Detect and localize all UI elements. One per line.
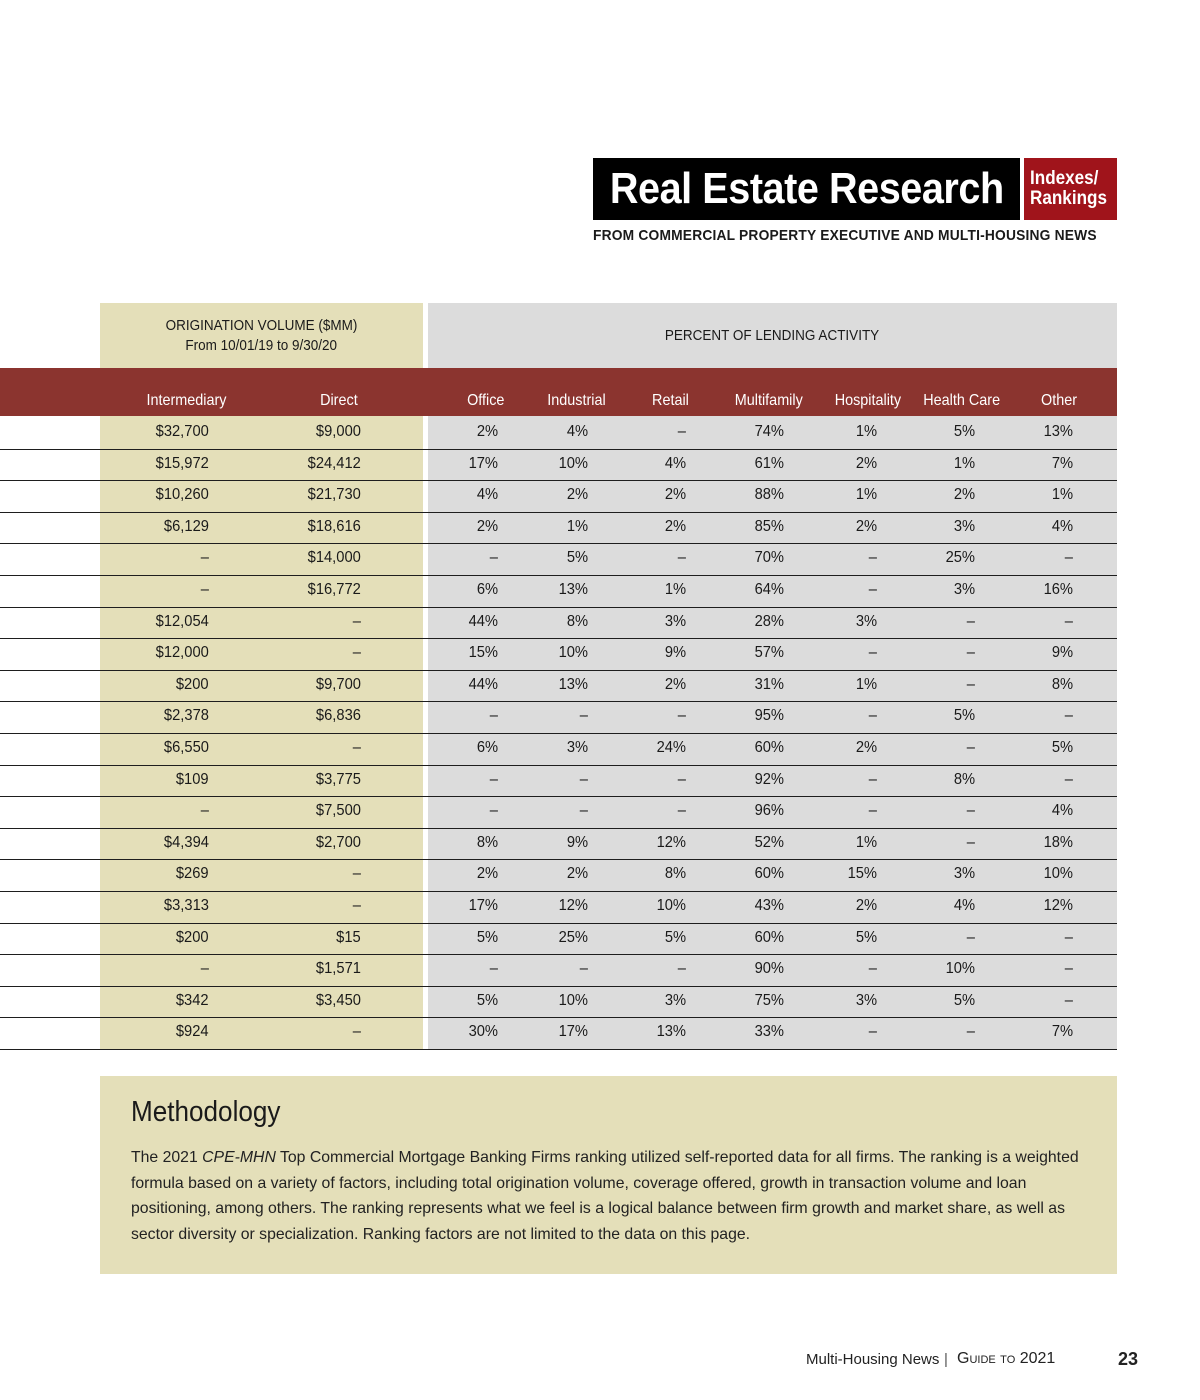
cell-health-care: 5% (953, 423, 975, 440)
cell-direct: – (352, 865, 361, 883)
cell-direct: $6,836 (315, 707, 361, 725)
cell-health-care: 1% (953, 454, 975, 472)
cell-office: 6% (476, 738, 498, 756)
cell-hospitality: – (868, 580, 877, 598)
masthead (593, 158, 1117, 220)
cell-retail: 3% (664, 612, 686, 630)
cell-office: 44% (468, 612, 498, 630)
methodology-box (100, 1076, 1117, 1274)
cell-office: 5% (476, 991, 498, 1009)
cell-direct: $7,500 (315, 802, 361, 820)
cell-other: 13% (1043, 423, 1073, 440)
cell-hospitality: – (868, 770, 877, 788)
column-header-row (0, 368, 1117, 416)
cell-industrial: 10% (558, 991, 588, 1009)
cell-multifamily: 74% (754, 423, 784, 440)
table-row (0, 924, 1117, 956)
cell-industrial: 10% (558, 644, 588, 662)
cell-intermediary: $3,313 (163, 896, 209, 914)
cell-office: 6% (476, 580, 498, 598)
cell-hospitality: 2% (855, 738, 877, 756)
cell-office: 17% (468, 896, 498, 914)
cell-multifamily: 52% (754, 833, 784, 851)
cell-direct: – (352, 1023, 361, 1041)
cell-industrial: 4% (566, 423, 588, 440)
cell-direct: $9,000 (315, 423, 361, 440)
cell-multifamily: 92% (754, 770, 784, 788)
cell-other: 16% (1043, 580, 1073, 598)
table-row (0, 987, 1117, 1019)
cell-retail: 8% (664, 865, 686, 883)
masthead-title: Real Estate Research (593, 158, 1020, 220)
cell-multifamily: 85% (754, 517, 784, 535)
table-row (0, 734, 1117, 766)
cell-health-care: – (966, 675, 975, 693)
cell-office: 8% (476, 833, 498, 851)
cell-retail: 5% (664, 928, 686, 946)
cell-retail: – (677, 549, 686, 567)
cell-multifamily: 31% (754, 675, 784, 693)
cell-other: 12% (1043, 896, 1073, 914)
cell-retail: 4% (664, 454, 686, 472)
cell-hospitality: – (868, 960, 877, 978)
cell-multifamily: 43% (754, 896, 784, 914)
cell-other: 7% (1051, 1023, 1073, 1041)
cell-multifamily: 64% (754, 580, 784, 598)
percent-lending-header: PERCENT OF LENDING ACTIVITY (428, 303, 1117, 368)
cell-office: – (489, 707, 498, 725)
cell-other: – (1064, 612, 1073, 630)
cell-office: – (489, 549, 498, 567)
cell-direct: $15 (336, 928, 361, 946)
table-row (0, 418, 1117, 450)
cell-retail: 2% (664, 486, 686, 504)
cell-hospitality: 3% (855, 612, 877, 630)
cell-health-care: 3% (953, 517, 975, 535)
cell-direct: $21,730 (307, 486, 361, 504)
cell-retail: – (677, 960, 686, 978)
col-other: Other (1041, 392, 1078, 409)
cell-intermediary: $4,394 (163, 833, 209, 851)
cell-hospitality: 2% (855, 896, 877, 914)
cell-intermediary: – (200, 580, 209, 598)
cell-industrial: – (579, 802, 588, 820)
cell-other: – (1064, 928, 1073, 946)
col-multifamily: Multifamily (734, 392, 803, 409)
cell-other: – (1064, 549, 1073, 567)
table-row (0, 702, 1117, 734)
cell-retail: 10% (656, 896, 686, 914)
table-row (0, 544, 1117, 576)
cell-other: 4% (1051, 517, 1073, 535)
cell-health-care: – (966, 802, 975, 820)
col-direct: Direct (320, 392, 358, 409)
cell-intermediary: $6,129 (163, 517, 209, 535)
cell-health-care: – (966, 612, 975, 630)
cell-health-care: – (966, 644, 975, 662)
cell-multifamily: 95% (754, 707, 784, 725)
cell-health-care: – (966, 928, 975, 946)
cell-other: – (1064, 770, 1073, 788)
cell-multifamily: 96% (754, 802, 784, 820)
table-row (0, 671, 1117, 703)
cell-industrial: – (579, 707, 588, 725)
cell-industrial: 13% (558, 675, 588, 693)
cell-health-care: 3% (953, 865, 975, 883)
cell-hospitality: – (868, 707, 877, 725)
cell-other: 8% (1051, 675, 1073, 693)
cell-hospitality: 1% (855, 486, 877, 504)
cell-office: 15% (468, 644, 498, 662)
cell-direct: $16,772 (307, 580, 361, 598)
cell-direct: $14,000 (307, 549, 361, 567)
cell-office: 17% (468, 454, 498, 472)
cell-retail: 2% (664, 517, 686, 535)
cell-hospitality: 2% (855, 517, 877, 535)
col-office: Office (467, 392, 505, 409)
cell-hospitality: 1% (855, 833, 877, 851)
cell-health-care: 3% (953, 580, 975, 598)
cell-direct: $1,571 (315, 960, 361, 978)
cell-intermediary: $269 (176, 865, 209, 883)
cell-intermediary: $12,054 (155, 612, 209, 630)
origination-volume-header: ORIGINATION VOLUME ($MM) From 10/01/19 to 9/30/20 (100, 303, 423, 368)
table-row (0, 829, 1117, 861)
cell-other: 7% (1051, 454, 1073, 472)
table-row (0, 892, 1117, 924)
table-row (0, 608, 1117, 640)
cell-intermediary: $10,260 (155, 486, 209, 504)
cell-multifamily: 28% (754, 612, 784, 630)
cell-office: 2% (476, 517, 498, 535)
cell-office: – (489, 770, 498, 788)
cell-health-care: 8% (953, 770, 975, 788)
cell-retail: 3% (664, 991, 686, 1009)
cell-retail: 1% (664, 580, 686, 598)
table-row (0, 766, 1117, 798)
cell-other: – (1064, 707, 1073, 725)
cell-office: – (489, 802, 498, 820)
cell-hospitality: 1% (855, 675, 877, 693)
table-body (0, 418, 1117, 1050)
cell-hospitality: 2% (855, 454, 877, 472)
cell-retail: – (677, 423, 686, 440)
cell-multifamily: 60% (754, 865, 784, 883)
cell-retail: – (677, 707, 686, 725)
cell-industrial: 5% (566, 549, 588, 567)
cell-retail: 24% (656, 738, 686, 756)
cell-multifamily: 61% (754, 454, 784, 472)
cell-industrial: 2% (566, 865, 588, 883)
table-row (0, 1018, 1117, 1050)
table-row (0, 797, 1117, 829)
cell-health-care: 5% (953, 707, 975, 725)
cell-multifamily: 75% (754, 991, 784, 1009)
section-tag (1024, 158, 1117, 220)
cell-office: 30% (468, 1023, 498, 1041)
cell-other: – (1064, 991, 1073, 1009)
cell-industrial: 10% (558, 454, 588, 472)
cell-office: 2% (476, 423, 498, 440)
cell-health-care: 10% (945, 960, 975, 978)
cell-multifamily: 57% (754, 644, 784, 662)
page-number: 23 (1118, 1349, 1139, 1369)
cell-multifamily: 88% (754, 486, 784, 504)
cell-multifamily: 60% (754, 738, 784, 756)
cell-industrial: 8% (566, 612, 588, 630)
cell-direct: $9,700 (315, 675, 361, 693)
table-row (0, 576, 1117, 608)
cell-industrial: 9% (566, 833, 588, 851)
cell-multifamily: 60% (754, 928, 784, 946)
section-tag-line1: Indexes/ (1030, 168, 1099, 189)
cell-office: 2% (476, 865, 498, 883)
cell-intermediary: $15,972 (155, 454, 209, 472)
footer-publication: Multi-Housing News (806, 1351, 940, 1368)
cell-hospitality: 3% (855, 991, 877, 1009)
cell-intermediary: – (200, 960, 209, 978)
col-intermediary: Intermediary (146, 392, 227, 409)
cell-direct: $3,450 (315, 991, 361, 1009)
cell-intermediary: $6,550 (163, 738, 209, 756)
cell-other: 18% (1043, 833, 1073, 851)
cell-office: 44% (468, 675, 498, 693)
cell-health-care: 2% (953, 486, 975, 504)
cell-other: 1% (1051, 486, 1073, 504)
footer-separator: | (944, 1351, 948, 1368)
cell-intermediary: – (200, 802, 209, 820)
table-row (0, 481, 1117, 513)
cell-other: 10% (1043, 865, 1073, 883)
cell-industrial: – (579, 770, 588, 788)
cell-office: – (489, 960, 498, 978)
cell-intermediary: $109 (176, 770, 209, 788)
cell-hospitality: 15% (847, 865, 877, 883)
cell-retail: – (677, 770, 686, 788)
cell-hospitality: 1% (855, 423, 877, 440)
cell-intermediary: $32,700 (155, 423, 209, 440)
table-row (0, 639, 1117, 671)
cell-multifamily: 33% (754, 1023, 784, 1041)
cell-retail: – (677, 802, 686, 820)
cell-other: 4% (1051, 802, 1073, 820)
cell-retail: 9% (664, 644, 686, 662)
table-row (0, 860, 1117, 892)
cell-other: 9% (1051, 644, 1073, 662)
footer-guide: Guide to 2021 (957, 1350, 1056, 1367)
cell-intermediary: $924 (176, 1023, 209, 1041)
cell-hospitality: – (868, 1023, 877, 1041)
cell-industrial: 17% (558, 1023, 588, 1041)
cell-intermediary: $200 (176, 675, 209, 693)
cell-health-care: – (966, 1023, 975, 1041)
cell-health-care: 5% (953, 991, 975, 1009)
table-row (0, 513, 1117, 545)
cell-hospitality: 5% (855, 928, 877, 946)
cell-hospitality: – (868, 549, 877, 567)
cell-industrial: 1% (566, 517, 588, 535)
cell-direct: $24,412 (307, 454, 361, 472)
cell-office: 4% (476, 486, 498, 504)
cell-hospitality: – (868, 644, 877, 662)
cell-industrial: 13% (558, 580, 588, 598)
cell-multifamily: 70% (754, 549, 784, 567)
table-row (0, 955, 1117, 987)
table-row (0, 450, 1117, 482)
cell-industrial: 12% (558, 896, 588, 914)
cell-direct: $3,775 (315, 770, 361, 788)
cell-industrial: 25% (558, 928, 588, 946)
cell-intermediary: $342 (176, 991, 209, 1009)
cell-other: 5% (1051, 738, 1073, 756)
methodology-italic-publication: CPE-MHN (202, 1149, 276, 1166)
cell-direct: – (352, 644, 361, 662)
col-retail: Retail (652, 392, 689, 409)
cell-intermediary: $200 (176, 928, 209, 946)
cell-retail: 2% (664, 675, 686, 693)
cell-health-care: – (966, 833, 975, 851)
cell-direct: – (352, 896, 361, 914)
col-health-care: Health Care (923, 392, 1001, 409)
cell-health-care: – (966, 738, 975, 756)
cell-retail: 13% (656, 1023, 686, 1041)
masthead-subtitle: FROM COMMERCIAL PROPERTY EXECUTIVE AND MULTI-HOUSING NEWS (593, 227, 1097, 244)
cell-industrial: – (579, 960, 588, 978)
cell-intermediary: – (200, 549, 209, 567)
col-industrial: Industrial (547, 392, 606, 409)
section-tag-line2: Rankings (1030, 188, 1107, 209)
cell-industrial: 2% (566, 486, 588, 504)
cell-office: 5% (476, 928, 498, 946)
methodology-title: Methodology (131, 1096, 281, 1128)
cell-multifamily: 90% (754, 960, 784, 978)
cell-direct: – (352, 612, 361, 630)
cell-intermediary: $2,378 (163, 707, 209, 725)
cell-industrial: 3% (566, 738, 588, 756)
cell-health-care: 25% (945, 549, 975, 567)
cell-hospitality: – (868, 802, 877, 820)
col-hospitality: Hospitality (834, 392, 902, 409)
cell-health-care: 4% (953, 896, 975, 914)
cell-direct: $18,616 (307, 517, 361, 535)
cell-retail: 12% (656, 833, 686, 851)
methodology-text: The 2021 CPE-MHN Top Commercial Mortgage Banking Firms ranking utilized self-reported data for all firms. The ranking is a weighted formula based on a variety of factors, including total origination volume, coverage offered, growth in transaction volume and loan positioning, among others. The ranking represents what we feel is a logical balance between firm growth and market share, as well as sector diversity or specialization. Ranking factors are not limited to the data on this page. (131, 1149, 1079, 1243)
cell-intermediary: $12,000 (155, 644, 209, 662)
cell-direct: – (352, 738, 361, 756)
cell-other: – (1064, 960, 1073, 978)
cell-direct: $2,700 (315, 833, 361, 851)
